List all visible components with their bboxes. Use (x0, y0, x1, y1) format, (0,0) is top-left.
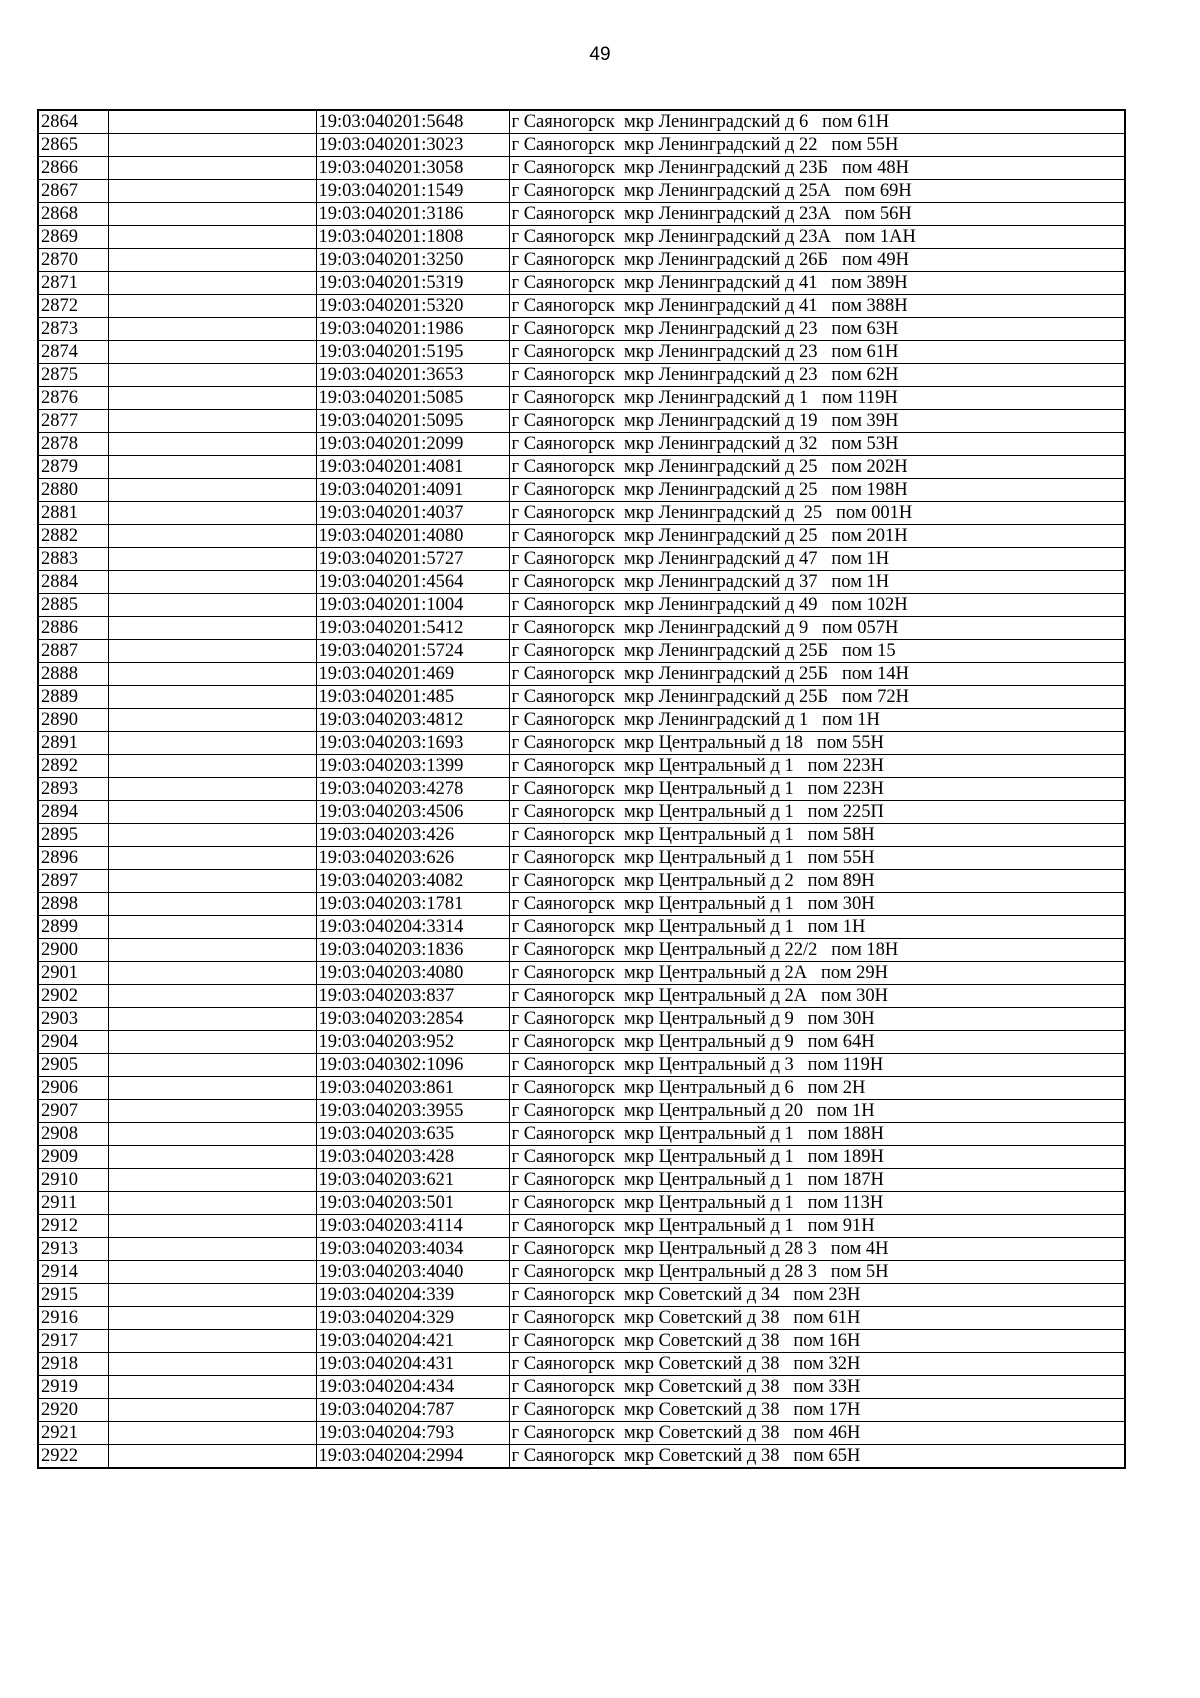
empty-cell (108, 1399, 316, 1422)
page-number: 49 (589, 44, 611, 65)
row-number-cell: 2889 (38, 686, 108, 709)
empty-cell (108, 732, 316, 755)
cadastral-number-cell: 19:03:040203:501 (316, 1192, 509, 1215)
table-row (38, 824, 1125, 847)
address-cell: г Саяногорск мкр Ленинградский д 1 пом 119Н (509, 387, 1125, 410)
row-number-cell: 2895 (38, 824, 108, 847)
row-number-cell: 2864 (38, 110, 108, 134)
table-row (38, 203, 1125, 226)
cadastral-number-cell: 19:03:040201:1549 (316, 180, 509, 203)
table-row (38, 410, 1125, 433)
empty-cell (108, 824, 316, 847)
table-row (38, 1238, 1125, 1261)
row-number-cell: 2878 (38, 433, 108, 456)
address-cell: г Саяногорск мкр Ленинградский д 25Б пом 72Н (509, 686, 1125, 709)
cadastral-number-cell: 19:03:040203:626 (316, 847, 509, 870)
table-row (38, 1307, 1125, 1330)
cadastral-number-cell: 19:03:040201:4037 (316, 502, 509, 525)
table-row (38, 433, 1125, 456)
cadastral-number-cell: 19:03:040204:329 (316, 1307, 509, 1330)
empty-cell (108, 1284, 316, 1307)
row-number-cell: 2891 (38, 732, 108, 755)
row-number-cell: 2918 (38, 1353, 108, 1376)
table-row (38, 1100, 1125, 1123)
cadastral-number-cell: 19:03:040201:5320 (316, 295, 509, 318)
empty-cell (108, 939, 316, 962)
empty-cell (108, 916, 316, 939)
empty-cell (108, 1192, 316, 1215)
row-number-cell: 2910 (38, 1169, 108, 1192)
cadastral-number-cell: 19:03:040201:5727 (316, 548, 509, 571)
address-cell: г Саяногорск мкр Советский д 38 пом 16Н (509, 1330, 1125, 1353)
table-row (38, 249, 1125, 272)
address-cell: г Саяногорск мкр Советский д 38 пом 61Н (509, 1307, 1125, 1330)
address-cell: г Саяногорск мкр Центральный д 9 пом 64Н (509, 1031, 1125, 1054)
address-cell: г Саяногорск мкр Ленинградский д 47 пом 1Н (509, 548, 1125, 571)
table-row (38, 364, 1125, 387)
empty-cell (108, 272, 316, 295)
table-row (38, 1169, 1125, 1192)
address-cell: г Саяногорск мкр Центральный д 20 пом 1Н (509, 1100, 1125, 1123)
address-cell: г Саяногорск мкр Центральный д 18 пом 55Н (509, 732, 1125, 755)
empty-cell (108, 1123, 316, 1146)
empty-cell (108, 709, 316, 732)
address-cell: г Саяногорск мкр Центральный д 1 пом 225П (509, 801, 1125, 824)
table-row (38, 709, 1125, 732)
empty-cell (108, 1031, 316, 1054)
row-number-cell: 2875 (38, 364, 108, 387)
cadastral-number-cell: 19:03:040201:4091 (316, 479, 509, 502)
cadastral-number-cell: 19:03:040201:469 (316, 663, 509, 686)
row-number-cell: 2911 (38, 1192, 108, 1215)
row-number-cell: 2869 (38, 226, 108, 249)
row-number-cell: 2883 (38, 548, 108, 571)
row-number-cell: 2879 (38, 456, 108, 479)
table-row (38, 1284, 1125, 1307)
empty-cell (108, 1376, 316, 1399)
row-number-cell: 2887 (38, 640, 108, 663)
table-row (38, 1330, 1125, 1353)
row-number-cell: 2877 (38, 410, 108, 433)
cadastral-number-cell: 19:03:040203:4040 (316, 1261, 509, 1284)
address-cell: г Саяногорск мкр Центральный д 28 3 пом 5Н (509, 1261, 1125, 1284)
empty-cell (108, 778, 316, 801)
address-cell: г Саяногорск мкр Ленинградский д 25 пом 202Н (509, 456, 1125, 479)
table-row (38, 1353, 1125, 1376)
table-row (38, 502, 1125, 525)
row-number-cell: 2902 (38, 985, 108, 1008)
row-number-cell: 2897 (38, 870, 108, 893)
empty-cell (108, 1445, 316, 1469)
row-number-cell: 2921 (38, 1422, 108, 1445)
table-row (38, 1445, 1125, 1469)
empty-cell (108, 962, 316, 985)
row-number-cell: 2896 (38, 847, 108, 870)
cadastral-number-cell: 19:03:040203:1693 (316, 732, 509, 755)
row-number-cell: 2915 (38, 1284, 108, 1307)
address-cell: г Саяногорск мкр Ленинградский д 23 пом 63Н (509, 318, 1125, 341)
cadastral-number-cell: 19:03:040201:3250 (316, 249, 509, 272)
address-cell: г Саяногорск мкр Центральный д 2А пом 29Н (509, 962, 1125, 985)
address-cell: г Саяногорск мкр Ленинградский д 32 пом 53Н (509, 433, 1125, 456)
cadastral-number-cell: 19:03:040203:3955 (316, 1100, 509, 1123)
address-cell: г Саяногорск мкр Ленинградский д 22 пом 55Н (509, 134, 1125, 157)
row-number-cell: 2873 (38, 318, 108, 341)
cadastral-number-cell: 19:03:040201:5648 (316, 110, 509, 134)
address-cell: г Саяногорск мкр Ленинградский д 23 пом 61Н (509, 341, 1125, 364)
row-number-cell: 2900 (38, 939, 108, 962)
table-row (38, 1031, 1125, 1054)
empty-cell (108, 364, 316, 387)
empty-cell (108, 686, 316, 709)
empty-cell (108, 663, 316, 686)
row-number-cell: 2914 (38, 1261, 108, 1284)
table-row (38, 916, 1125, 939)
cadastral-number-cell: 19:03:040204:793 (316, 1422, 509, 1445)
row-number-cell: 2909 (38, 1146, 108, 1169)
cadastral-number-cell: 19:03:040203:635 (316, 1123, 509, 1146)
row-number-cell: 2894 (38, 801, 108, 824)
address-cell: г Саяногорск мкр Ленинградский д 23А пом 1АН (509, 226, 1125, 249)
row-number-cell: 2905 (38, 1054, 108, 1077)
address-cell: г Саяногорск мкр Ленинградский д 26Б пом 49Н (509, 249, 1125, 272)
table-row (38, 226, 1125, 249)
address-cell: г Саяногорск мкр Ленинградский д 6 пом 61Н (509, 110, 1125, 134)
table-row (38, 1261, 1125, 1284)
cadastral-number-cell: 19:03:040201:5095 (316, 410, 509, 433)
table-row (38, 939, 1125, 962)
table-row (38, 1376, 1125, 1399)
cadastral-number-cell: 19:03:040203:1836 (316, 939, 509, 962)
table-row (38, 778, 1125, 801)
cadastral-number-cell: 19:03:040201:3058 (316, 157, 509, 180)
empty-cell (108, 1008, 316, 1031)
cadastral-number-cell: 19:03:040201:3023 (316, 134, 509, 157)
empty-cell (108, 479, 316, 502)
table-row (38, 1077, 1125, 1100)
empty-cell (108, 548, 316, 571)
empty-cell (108, 110, 316, 134)
row-number-cell: 2916 (38, 1307, 108, 1330)
empty-cell (108, 1077, 316, 1100)
cadastral-number-cell: 19:03:040204:431 (316, 1353, 509, 1376)
address-cell: г Саяногорск мкр Центральный д 1 пом 113Н (509, 1192, 1125, 1215)
cadastral-number-cell: 19:03:040201:5195 (316, 341, 509, 364)
row-number-cell: 2901 (38, 962, 108, 985)
empty-cell (108, 203, 316, 226)
table-row (38, 663, 1125, 686)
cadastral-number-cell: 19:03:040201:1808 (316, 226, 509, 249)
cadastral-number-cell: 19:03:040204:3314 (316, 916, 509, 939)
empty-cell (108, 571, 316, 594)
empty-cell (108, 318, 316, 341)
address-cell: г Саяногорск мкр Ленинградский д 25А пом 69Н (509, 180, 1125, 203)
empty-cell (108, 594, 316, 617)
row-number-cell: 2904 (38, 1031, 108, 1054)
address-cell: г Саяногорск мкр Центральный д 1 пом 188Н (509, 1123, 1125, 1146)
table-row (38, 1192, 1125, 1215)
address-cell: г Саяногорск мкр Советский д 38 пом 17Н (509, 1399, 1125, 1422)
cadastral-number-cell: 19:03:040203:4114 (316, 1215, 509, 1238)
cadastral-number-cell: 19:03:040203:4506 (316, 801, 509, 824)
address-cell: г Саяногорск мкр Советский д 34 пом 23Н (509, 1284, 1125, 1307)
row-number-cell: 2880 (38, 479, 108, 502)
address-cell: г Саяногорск мкр Ленинградский д 25 пом 001Н (509, 502, 1125, 525)
table-row (38, 847, 1125, 870)
address-cell: г Саяногорск мкр Ленинградский д 41 пом 388Н (509, 295, 1125, 318)
cadastral-number-cell: 19:03:040203:4278 (316, 778, 509, 801)
address-cell: г Саяногорск мкр Советский д 38 пом 46Н (509, 1422, 1125, 1445)
property-registry-table (37, 109, 1126, 1469)
row-number-cell: 2884 (38, 571, 108, 594)
address-cell: г Саяногорск мкр Центральный д 1 пом 1Н (509, 916, 1125, 939)
cadastral-number-cell: 19:03:040203:2854 (316, 1008, 509, 1031)
table-row (38, 686, 1125, 709)
address-cell: г Саяногорск мкр Ленинградский д 25 пом 198Н (509, 479, 1125, 502)
cadastral-number-cell: 19:03:040201:4564 (316, 571, 509, 594)
empty-cell (108, 226, 316, 249)
row-number-cell: 2871 (38, 272, 108, 295)
address-cell: г Саяногорск мкр Центральный д 1 пом 223Н (509, 778, 1125, 801)
table-row (38, 1146, 1125, 1169)
row-number-cell: 2876 (38, 387, 108, 410)
empty-cell (108, 180, 316, 203)
address-cell: г Саяногорск мкр Центральный д 22/2 пом 18Н (509, 939, 1125, 962)
row-number-cell: 2866 (38, 157, 108, 180)
address-cell: г Саяногорск мкр Центральный д 6 пом 2Н (509, 1077, 1125, 1100)
table-row (38, 985, 1125, 1008)
cadastral-number-cell: 19:03:040201:2099 (316, 433, 509, 456)
cadastral-number-cell: 19:03:040204:434 (316, 1376, 509, 1399)
table-row (38, 1399, 1125, 1422)
empty-cell (108, 801, 316, 824)
empty-cell (108, 1353, 316, 1376)
address-cell: г Саяногорск мкр Советский д 38 пом 65Н (509, 1445, 1125, 1469)
row-number-cell: 2867 (38, 180, 108, 203)
cadastral-number-cell: 19:03:040203:4812 (316, 709, 509, 732)
row-number-cell: 2882 (38, 525, 108, 548)
table-row (38, 341, 1125, 364)
empty-cell (108, 640, 316, 663)
row-number-cell: 2888 (38, 663, 108, 686)
table-row (38, 1008, 1125, 1031)
address-cell: г Саяногорск мкр Центральный д 1 пом 55Н (509, 847, 1125, 870)
table-row (38, 134, 1125, 157)
empty-cell (108, 387, 316, 410)
row-number-cell: 2917 (38, 1330, 108, 1353)
address-cell: г Саяногорск мкр Ленинградский д 37 пом 1Н (509, 571, 1125, 594)
cadastral-number-cell: 19:03:040201:485 (316, 686, 509, 709)
row-number-cell: 2908 (38, 1123, 108, 1146)
address-cell: г Саяногорск мкр Советский д 38 пом 33Н (509, 1376, 1125, 1399)
empty-cell (108, 870, 316, 893)
table-row (38, 387, 1125, 410)
cadastral-number-cell: 19:03:040201:5319 (316, 272, 509, 295)
empty-cell (108, 456, 316, 479)
row-number-cell: 2919 (38, 1376, 108, 1399)
row-number-cell: 2899 (38, 916, 108, 939)
cadastral-number-cell: 19:03:040302:1096 (316, 1054, 509, 1077)
address-cell: г Саяногорск мкр Центральный д 1 пом 223Н (509, 755, 1125, 778)
address-cell: г Саяногорск мкр Центральный д 1 пом 187Н (509, 1169, 1125, 1192)
cadastral-number-cell: 19:03:040201:4080 (316, 525, 509, 548)
empty-cell (108, 134, 316, 157)
address-cell: г Саяногорск мкр Центральный д 2А пом 30Н (509, 985, 1125, 1008)
empty-cell (108, 433, 316, 456)
table-row (38, 525, 1125, 548)
address-cell: г Саяногорск мкр Ленинградский д 25 пом 201Н (509, 525, 1125, 548)
cadastral-number-cell: 19:03:040201:5085 (316, 387, 509, 410)
cadastral-number-cell: 19:03:040204:2994 (316, 1445, 509, 1469)
table-row (38, 456, 1125, 479)
cadastral-number-cell: 19:03:040203:428 (316, 1146, 509, 1169)
table-row (38, 571, 1125, 594)
table-row (38, 1123, 1125, 1146)
empty-cell (108, 847, 316, 870)
address-cell: г Саяногорск мкр Центральный д 1 пом 30Н (509, 893, 1125, 916)
address-cell: г Саяногорск мкр Центральный д 9 пом 30Н (509, 1008, 1125, 1031)
cadastral-number-cell: 19:03:040201:5412 (316, 617, 509, 640)
cadastral-number-cell: 19:03:040203:4034 (316, 1238, 509, 1261)
registry-body (38, 110, 1125, 1468)
row-number-cell: 2913 (38, 1238, 108, 1261)
cadastral-number-cell: 19:03:040203:952 (316, 1031, 509, 1054)
table-row (38, 1054, 1125, 1077)
table-row (38, 617, 1125, 640)
address-cell: г Саяногорск мкр Ленинградский д 49 пом 102Н (509, 594, 1125, 617)
row-number-cell: 2898 (38, 893, 108, 916)
table-row (38, 732, 1125, 755)
row-number-cell: 2906 (38, 1077, 108, 1100)
empty-cell (108, 1261, 316, 1284)
cadastral-number-cell: 19:03:040201:5724 (316, 640, 509, 663)
table-row (38, 1215, 1125, 1238)
table-row (38, 272, 1125, 295)
row-number-cell: 2903 (38, 1008, 108, 1031)
empty-cell (108, 1146, 316, 1169)
table-row (38, 110, 1125, 134)
address-cell: г Саяногорск мкр Центральный д 2 пом 89Н (509, 870, 1125, 893)
empty-cell (108, 502, 316, 525)
row-number-cell: 2920 (38, 1399, 108, 1422)
row-number-cell: 2870 (38, 249, 108, 272)
empty-cell (108, 295, 316, 318)
empty-cell (108, 985, 316, 1008)
empty-cell (108, 1307, 316, 1330)
cadastral-number-cell: 19:03:040204:787 (316, 1399, 509, 1422)
address-cell: г Саяногорск мкр Центральный д 1 пом 189Н (509, 1146, 1125, 1169)
address-cell: г Саяногорск мкр Ленинградский д 23А пом 56Н (509, 203, 1125, 226)
row-number-cell: 2872 (38, 295, 108, 318)
row-number-cell: 2885 (38, 594, 108, 617)
table-row (38, 295, 1125, 318)
address-cell: г Саяногорск мкр Ленинградский д 25Б пом 14Н (509, 663, 1125, 686)
cadastral-number-cell: 19:03:040203:1399 (316, 755, 509, 778)
address-cell: г Саяногорск мкр Советский д 38 пом 32Н (509, 1353, 1125, 1376)
row-number-cell: 2907 (38, 1100, 108, 1123)
table-row (38, 1422, 1125, 1445)
row-number-cell: 2868 (38, 203, 108, 226)
table-row (38, 801, 1125, 824)
empty-cell (108, 1422, 316, 1445)
row-number-cell: 2912 (38, 1215, 108, 1238)
address-cell: г Саяногорск мкр Ленинградский д 23Б пом 48Н (509, 157, 1125, 180)
empty-cell (108, 1169, 316, 1192)
cadastral-number-cell: 19:03:040204:421 (316, 1330, 509, 1353)
address-cell: г Саяногорск мкр Центральный д 3 пом 119Н (509, 1054, 1125, 1077)
cadastral-number-cell: 19:03:040204:339 (316, 1284, 509, 1307)
table-row (38, 548, 1125, 571)
table-row (38, 893, 1125, 916)
row-number-cell: 2922 (38, 1445, 108, 1469)
cadastral-number-cell: 19:03:040203:426 (316, 824, 509, 847)
cadastral-number-cell: 19:03:040203:4082 (316, 870, 509, 893)
table-row (38, 640, 1125, 663)
cadastral-number-cell: 19:03:040201:1004 (316, 594, 509, 617)
cadastral-number-cell: 19:03:040201:3186 (316, 203, 509, 226)
empty-cell (108, 1215, 316, 1238)
table-row (38, 157, 1125, 180)
cadastral-number-cell: 19:03:040203:621 (316, 1169, 509, 1192)
cadastral-number-cell: 19:03:040203:4080 (316, 962, 509, 985)
table-row (38, 870, 1125, 893)
address-cell: г Саяногорск мкр Ленинградский д 9 пом 057Н (509, 617, 1125, 640)
address-cell: г Саяногорск мкр Ленинградский д 1 пом 1Н (509, 709, 1125, 732)
row-number-cell: 2886 (38, 617, 108, 640)
empty-cell (108, 525, 316, 548)
table-row (38, 318, 1125, 341)
empty-cell (108, 157, 316, 180)
address-cell: г Саяногорск мкр Ленинградский д 41 пом 389Н (509, 272, 1125, 295)
empty-cell (108, 617, 316, 640)
empty-cell (108, 410, 316, 433)
table-row (38, 180, 1125, 203)
cadastral-number-cell: 19:03:040203:861 (316, 1077, 509, 1100)
address-cell: г Саяногорск мкр Центральный д 1 пом 58Н (509, 824, 1125, 847)
empty-cell (108, 1330, 316, 1353)
row-number-cell: 2874 (38, 341, 108, 364)
row-number-cell: 2881 (38, 502, 108, 525)
address-cell: г Саяногорск мкр Центральный д 1 пом 91Н (509, 1215, 1125, 1238)
empty-cell (108, 893, 316, 916)
empty-cell (108, 341, 316, 364)
cadastral-number-cell: 19:03:040203:1781 (316, 893, 509, 916)
address-cell: г Саяногорск мкр Ленинградский д 19 пом 39Н (509, 410, 1125, 433)
address-cell: г Саяногорск мкр Центральный д 28 3 пом 4Н (509, 1238, 1125, 1261)
empty-cell (108, 755, 316, 778)
cadastral-number-cell: 19:03:040201:3653 (316, 364, 509, 387)
empty-cell (108, 249, 316, 272)
cadastral-number-cell: 19:03:040201:1986 (316, 318, 509, 341)
table-row (38, 594, 1125, 617)
cadastral-number-cell: 19:03:040203:837 (316, 985, 509, 1008)
empty-cell (108, 1238, 316, 1261)
row-number-cell: 2893 (38, 778, 108, 801)
cadastral-number-cell: 19:03:040201:4081 (316, 456, 509, 479)
row-number-cell: 2890 (38, 709, 108, 732)
table-row (38, 479, 1125, 502)
address-cell: г Саяногорск мкр Ленинградский д 23 пом 62Н (509, 364, 1125, 387)
empty-cell (108, 1054, 316, 1077)
empty-cell (108, 1100, 316, 1123)
row-number-cell: 2892 (38, 755, 108, 778)
address-cell: г Саяногорск мкр Ленинградский д 25Б пом 15 (509, 640, 1125, 663)
row-number-cell: 2865 (38, 134, 108, 157)
table-row (38, 755, 1125, 778)
table-row (38, 962, 1125, 985)
